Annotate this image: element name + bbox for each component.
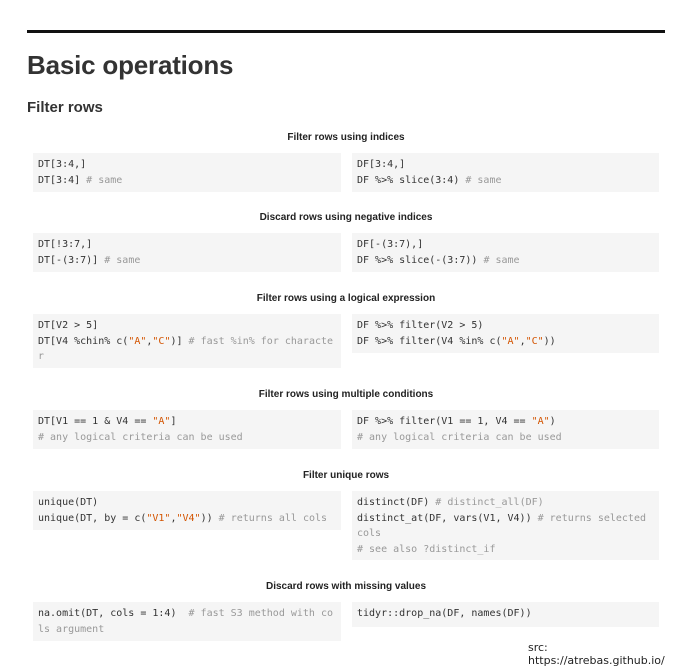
code-block-datatable: DT[V1 == 1 & V4 == "A"] # any logical criteria can be used <box>33 410 341 449</box>
code-block-datatable: unique(DT) unique(DT, by = c("V1","V4")) # returns all cols <box>33 491 341 530</box>
code-block-datatable: DT[!3:7,] DT[-(3:7)] # same <box>33 233 341 272</box>
section-title: Filter rows using multiple conditions <box>258 389 434 400</box>
code-block-dplyr: DF %>% filter(V1 == 1, V4 == "A") # any logical criteria can be used <box>352 410 659 449</box>
source-link[interactable]: src: https://atrebas.github.io/ <box>528 641 665 667</box>
code-block-dplyr: tidyr::drop_na(DF, names(DF)) <box>352 602 659 627</box>
code-block-datatable: na.omit(DT, cols = 1:4) # fast S3 method with cols argument <box>33 602 341 641</box>
code-block-dplyr: distinct(DF) # distinct_all(DF) distinct_at(DF, vars(V1, V4)) # returns selected cols # see also ?distinct_if <box>352 491 659 560</box>
code-block-dplyr: DF[-(3:7),] DF %>% slice(-(3:7)) # same <box>352 233 659 272</box>
section-heading: Filter rows <box>27 99 103 116</box>
page-title: Basic operations <box>27 50 234 80</box>
code-block-datatable: DT[3:4,] DT[3:4] # same <box>33 153 341 192</box>
code-block-dplyr: DF %>% filter(V2 > 5) DF %>% filter(V4 %in% c("A","C")) <box>352 314 659 353</box>
section-title: Discard rows using negative indices <box>259 212 433 223</box>
top-rule <box>27 30 665 33</box>
section-title: Filter rows using indices <box>287 132 405 143</box>
code-block-datatable: DT[V2 > 5] DT[V4 %chin% c("A","C")] # fast %in% for character <box>33 314 341 368</box>
section-title: Discard rows with missing values <box>265 581 427 592</box>
section-title: Filter rows using a logical expression <box>256 293 436 304</box>
section-title: Filter unique rows <box>302 470 390 481</box>
code-block-dplyr: DF[3:4,] DF %>% slice(3:4) # same <box>352 153 659 192</box>
